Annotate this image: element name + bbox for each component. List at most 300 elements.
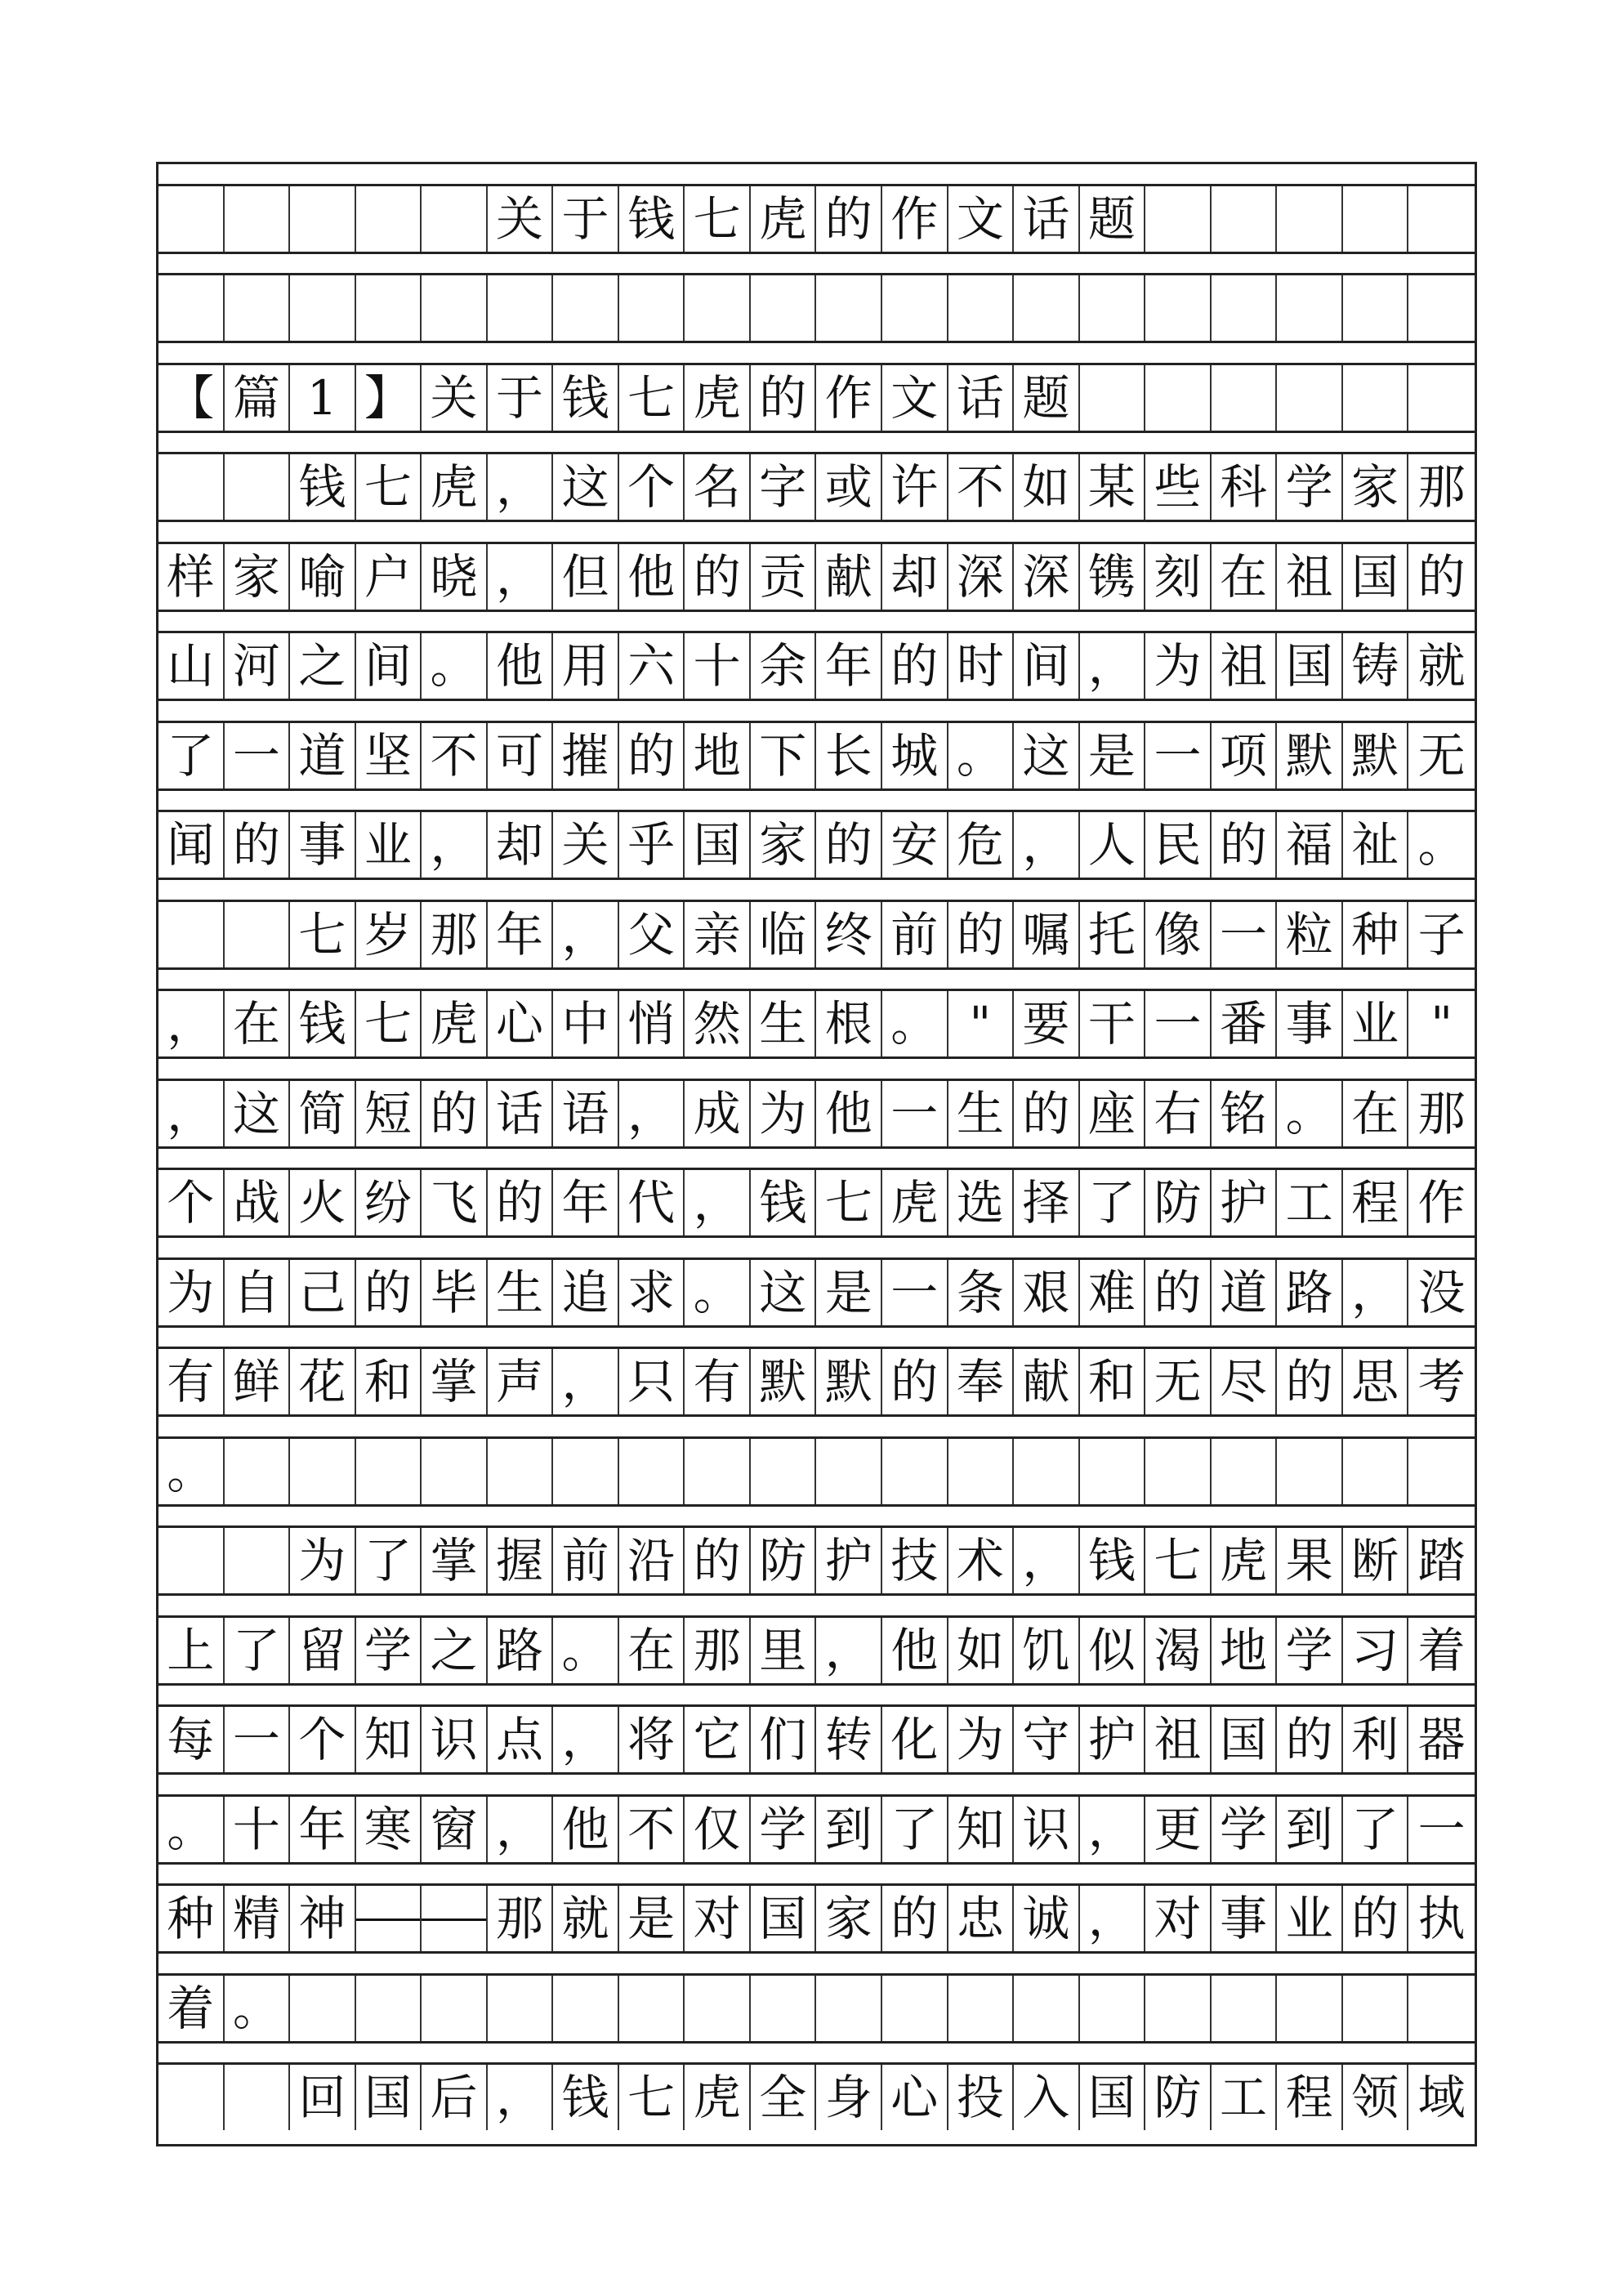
grid-cell: 回 <box>290 2065 356 2130</box>
grid-cell: 虎 <box>422 454 488 520</box>
grid-cell: 程 <box>1277 2065 1343 2130</box>
grid-cell <box>158 275 225 341</box>
grid-cell: 无 <box>1145 1349 1212 1414</box>
grid-cell <box>422 1439 488 1504</box>
grid-cell: 年 <box>553 1170 619 1235</box>
grid-cell: 学 <box>1277 1618 1343 1683</box>
grid-cell: 国 <box>685 812 751 878</box>
grid-cell: 十 <box>225 1797 291 1862</box>
grid-cell: 钱 <box>290 991 356 1056</box>
grid-cell: 国 <box>1277 633 1343 699</box>
grid-cell <box>1014 275 1080 341</box>
grid-cell: 安 <box>882 812 948 878</box>
grid-cell: ， <box>488 454 554 520</box>
grid-cell: 样 <box>158 544 225 610</box>
grid-cell <box>158 902 225 967</box>
grid-row <box>158 454 1475 520</box>
grid-cell: 握 <box>488 1528 554 1593</box>
grid-cell: 点 <box>488 1707 554 1772</box>
grid-cell: 心 <box>488 991 554 1056</box>
grid-cell <box>225 2065 291 2130</box>
dash-cell <box>422 1886 488 1951</box>
grid-cell <box>225 1528 291 1593</box>
grid-cell: 为 <box>290 1528 356 1593</box>
grid-cell: 术 <box>948 1528 1015 1593</box>
grid-cell: 一 <box>1145 723 1212 788</box>
grid-cell: 关 <box>422 365 488 431</box>
grid-cell: 业 <box>1277 1886 1343 1951</box>
grid-cell: ， <box>488 2065 554 2130</box>
grid-cell <box>1014 1976 1080 2041</box>
grid-cell <box>553 275 619 341</box>
grid-cell: 习 <box>1343 1618 1409 1683</box>
grid-cell: 可 <box>488 723 554 788</box>
grid-cell: 道 <box>1212 1260 1278 1325</box>
grid-cell: 事 <box>1277 991 1343 1056</box>
grid-cell: 后 <box>422 2065 488 2130</box>
grid-cell: 虎 <box>882 1170 948 1235</box>
grid-cell: 窗 <box>422 1797 488 1862</box>
grid-cell <box>488 1439 554 1504</box>
grid-cell: 的 <box>1343 1886 1409 1951</box>
grid-cell: 们 <box>751 1707 817 1772</box>
grid-cell: 战 <box>225 1170 291 1235</box>
grid-cell: 家 <box>1343 454 1409 520</box>
dash-line <box>422 1919 486 1921</box>
grid-cell: 家 <box>816 1886 882 1951</box>
grid-cell: 于 <box>553 186 619 252</box>
grid-cell: 祖 <box>1145 1707 1212 1772</box>
grid-cell: 饥 <box>1014 1618 1080 1683</box>
grid-cell <box>1080 1439 1146 1504</box>
grid-cell: 思 <box>1343 1349 1409 1414</box>
grid-cell: 花 <box>290 1349 356 1414</box>
grid-cell: 学 <box>751 1797 817 1862</box>
grid-cell <box>356 275 422 341</box>
grid-cell: 虎 <box>685 365 751 431</box>
grid-cell: 个 <box>290 1707 356 1772</box>
grid-cell <box>1212 1439 1278 1504</box>
grid-cell: 每 <box>158 1707 225 1772</box>
grid-cell: 只 <box>619 1349 685 1414</box>
grid-cell: 乎 <box>619 812 685 878</box>
grid-cell: 奉 <box>948 1349 1015 1414</box>
grid-cell <box>422 1976 488 2041</box>
grid-cell: 像 <box>1145 902 1212 967</box>
grid-cell: 题 <box>1080 186 1146 252</box>
grid-cell: 工 <box>1212 2065 1278 2130</box>
grid-cell: 名 <box>685 454 751 520</box>
grid-cell <box>685 1439 751 1504</box>
grid-cell: 如 <box>1014 454 1080 520</box>
grid-cell: 的 <box>751 365 817 431</box>
grid-cell: 识 <box>1014 1797 1080 1862</box>
grid-separator-band <box>158 1862 1475 1887</box>
grid-cell: 就 <box>553 1886 619 1951</box>
grid-cell <box>882 275 948 341</box>
grid-cell: 却 <box>488 812 554 878</box>
grid-cell: 钱 <box>1080 1528 1146 1593</box>
grid-row <box>158 991 1475 1056</box>
grid-row <box>158 275 1475 341</box>
grid-cell: 路 <box>1277 1260 1343 1325</box>
grid-cell: 地 <box>1212 1618 1278 1683</box>
grid-cell <box>816 1439 882 1504</box>
grid-cell: 托 <box>1080 902 1146 967</box>
grid-cell <box>158 454 225 520</box>
grid-cell: 对 <box>685 1886 751 1951</box>
grid-cell: 的 <box>685 1528 751 1593</box>
grid-cell: 寒 <box>356 1797 422 1862</box>
grid-cell <box>1277 365 1343 431</box>
grid-cell: 他 <box>882 1618 948 1683</box>
grid-cell: 然 <box>685 991 751 1056</box>
grid-cell: 不 <box>948 454 1015 520</box>
grid-cell <box>685 1976 751 2041</box>
grid-cell: 作 <box>816 365 882 431</box>
grid-cell: 刻 <box>1145 544 1212 610</box>
grid-cell: 器 <box>1417 1712 1466 1767</box>
grid-cell: 个 <box>619 454 685 520</box>
grid-cell <box>1145 365 1212 431</box>
grid-cell: 一 <box>882 1260 948 1325</box>
grid-cell: 。 <box>948 723 1015 788</box>
grid-cell: 钱 <box>619 186 685 252</box>
grid-cell: 七 <box>356 454 422 520</box>
grid-cell <box>158 186 225 252</box>
grid-cell: 转 <box>816 1707 882 1772</box>
grid-separator-band <box>158 699 1475 723</box>
grid-cell: 话 <box>1014 186 1080 252</box>
grid-cell: 默 <box>751 1349 817 1414</box>
grid-cell: 作 <box>882 186 948 252</box>
grid-cell: 嘱 <box>1014 902 1080 967</box>
grid-separator-band <box>158 252 1475 276</box>
grid-cell: 不 <box>422 723 488 788</box>
grid-cell <box>1343 365 1409 431</box>
grid-cell: 城 <box>882 723 948 788</box>
grid-cell <box>882 1976 948 2041</box>
grid-cell: 终 <box>816 902 882 967</box>
grid-cell: ， <box>422 812 488 878</box>
grid-cell: 献 <box>816 544 882 610</box>
grid-cell: 护 <box>1080 1707 1146 1772</box>
grid-cell: 的 <box>1014 1081 1080 1146</box>
grid-cell <box>1277 275 1343 341</box>
grid-cell: 在 <box>1343 1081 1409 1146</box>
grid-cell: 。 <box>158 1439 225 1504</box>
grid-cell: 神 <box>290 1886 356 1951</box>
grid-cell: 篇 <box>225 365 291 431</box>
grid-cell: 间 <box>356 633 422 699</box>
grid-cell: 福 <box>1277 812 1343 878</box>
grid-cell: 到 <box>816 1797 882 1862</box>
grid-cell: 了 <box>158 723 225 788</box>
grid-cell: 下 <box>751 723 817 788</box>
grid-cell <box>619 275 685 341</box>
grid-cell: 的 <box>882 1886 948 1951</box>
grid-cell: 了 <box>225 1618 291 1683</box>
grid-cell: 岁 <box>356 902 422 967</box>
grid-cell: 学 <box>1212 1797 1278 1862</box>
grid-separator-band <box>158 788 1475 813</box>
grid-cell: 间 <box>1014 633 1080 699</box>
grid-cell: 了 <box>1080 1170 1146 1235</box>
grid-cell: 求 <box>619 1260 685 1325</box>
grid-cell: ， <box>158 1081 225 1146</box>
grid-cell: ， <box>553 1707 619 1772</box>
grid-cell: 踏 <box>1417 1533 1466 1588</box>
grid-cell: " <box>1430 996 1453 1052</box>
grid-cell: 执 <box>1417 1891 1466 1946</box>
grid-cell: 那 <box>422 902 488 967</box>
grid-separator-band <box>158 878 1475 902</box>
grid-cell: 防 <box>1145 2065 1212 2130</box>
grid-cell <box>1343 186 1409 252</box>
grid-cell: ， <box>488 1797 554 1862</box>
grid-cell: 和 <box>356 1349 422 1414</box>
grid-cell: 领 <box>1343 2065 1409 2130</box>
grid-cell <box>290 186 356 252</box>
grid-cell: 人 <box>1080 812 1146 878</box>
grid-separator-band <box>158 1325 1475 1350</box>
grid-cell: 一 <box>882 1081 948 1146</box>
grid-cell: 护 <box>1212 1170 1278 1235</box>
grid-row <box>158 1081 1475 1146</box>
grid-cell: 种 <box>158 1886 225 1951</box>
grid-cell: 中 <box>553 991 619 1056</box>
grid-cell: 识 <box>422 1707 488 1772</box>
grid-row <box>158 1886 1475 1951</box>
grid-cell: 的 <box>1277 1349 1343 1414</box>
grid-cell: 七 <box>619 2065 685 2130</box>
grid-cell: 。 <box>422 633 488 699</box>
grid-row <box>158 1439 1475 1504</box>
grid-cell: 的 <box>685 544 751 610</box>
grid-cell: 着 <box>158 1976 225 2041</box>
grid-cell: 和 <box>1080 1349 1146 1414</box>
grid-cell: 或 <box>816 454 882 520</box>
manuscript-grid-paper <box>156 162 1477 2146</box>
grid-cell: 国 <box>356 2065 422 2130</box>
grid-cell: 就 <box>1417 638 1466 694</box>
grid-cell <box>488 1976 554 2041</box>
grid-cell: ， <box>1080 1797 1146 1862</box>
grid-cell: 七 <box>356 991 422 1056</box>
grid-cell: 一 <box>225 723 291 788</box>
grid-cell: 的 <box>488 1170 554 1235</box>
grid-cell: ， <box>619 1081 685 1146</box>
grid-cell: 化 <box>882 1707 948 1772</box>
grid-cell: 关 <box>553 812 619 878</box>
grid-cell: 但 <box>553 544 619 610</box>
grid-cell: 沿 <box>619 1528 685 1593</box>
grid-cell: 】 <box>356 365 422 431</box>
grid-cell: 生 <box>751 991 817 1056</box>
grid-separator-band <box>158 431 1475 455</box>
grid-cell: 的 <box>882 1349 948 1414</box>
grid-cell <box>1212 365 1278 431</box>
grid-cell: 铸 <box>1343 633 1409 699</box>
grid-cell <box>1408 275 1475 341</box>
grid-row <box>158 902 1475 967</box>
grid-cell: 的 <box>816 812 882 878</box>
grid-cell <box>422 275 488 341</box>
grid-cell: 危 <box>948 812 1015 878</box>
grid-cell: 知 <box>948 1797 1015 1862</box>
grid-cell: 掌 <box>422 1528 488 1593</box>
grid-cell <box>1080 1976 1146 2041</box>
grid-cell: 粒 <box>1277 902 1343 967</box>
grid-row <box>158 633 1475 699</box>
grid-cell: 十 <box>685 633 751 699</box>
grid-cell: " <box>948 991 1015 1056</box>
grid-cell: 艰 <box>1014 1260 1080 1325</box>
grid-separator-band <box>158 967 1475 992</box>
grid-row <box>158 1797 1475 1862</box>
grid-cell <box>1080 365 1146 431</box>
grid-cell <box>1145 1976 1212 2041</box>
grid-cell <box>882 1439 948 1504</box>
grid-cell: 种 <box>1343 902 1409 967</box>
grid-cell: 祖 <box>1212 633 1278 699</box>
grid-cell: 难 <box>1080 1260 1146 1325</box>
grid-cell: 简 <box>290 1081 356 1146</box>
grid-cell: 默 <box>1277 723 1343 788</box>
grid-cell: 一 <box>1145 991 1212 1056</box>
grid-cell <box>1277 186 1343 252</box>
grid-cell: ， <box>1080 633 1146 699</box>
grid-cell <box>158 1528 225 1593</box>
grid-cell <box>1408 365 1475 431</box>
grid-cell: 防 <box>751 1528 817 1593</box>
grid-cell: 他 <box>816 1081 882 1146</box>
grid-cell: 钱 <box>553 365 619 431</box>
grid-cell: 七 <box>619 365 685 431</box>
grid-cell: 在 <box>225 991 291 1056</box>
grid-cell: 虎 <box>685 2065 751 2130</box>
grid-cell: 技 <box>882 1528 948 1593</box>
grid-cell: 有 <box>685 1349 751 1414</box>
grid-separator-band <box>158 1951 1475 1976</box>
grid-cell: 路 <box>488 1618 554 1683</box>
grid-cell: 些 <box>1145 454 1212 520</box>
grid-cell: 。 <box>1277 1081 1343 1146</box>
grid-cell: 1 <box>290 365 356 431</box>
grid-cell: 题 <box>1014 365 1080 431</box>
grid-cell: 余 <box>751 633 817 699</box>
grid-cell: 关 <box>488 186 554 252</box>
grid-cell: 钱 <box>553 2065 619 2130</box>
grid-cell: 文 <box>948 186 1015 252</box>
grid-cell: 短 <box>356 1081 422 1146</box>
grid-cell: 根 <box>816 991 882 1056</box>
grid-cell: 。 <box>225 1976 291 2041</box>
grid-cell: 某 <box>1080 454 1146 520</box>
grid-cell: 那 <box>685 1618 751 1683</box>
grid-cell: 山 <box>158 633 225 699</box>
grid-cell: 这 <box>225 1081 291 1146</box>
grid-cell: 闻 <box>158 812 225 878</box>
grid-cell <box>1212 275 1278 341</box>
grid-cell <box>1408 1976 1475 2041</box>
grid-cell <box>1080 275 1146 341</box>
grid-cell: 精 <box>225 1886 291 1951</box>
grid-row <box>158 723 1475 788</box>
grid-cell: 镌 <box>1080 544 1146 610</box>
grid-cell <box>948 275 1015 341</box>
grid-cell: 年 <box>290 1797 356 1862</box>
grid-cell: 家 <box>751 812 817 878</box>
grid-cell: 己 <box>290 1260 356 1325</box>
grid-separator-band <box>158 1772 1475 1797</box>
grid-cell: 飞 <box>422 1170 488 1235</box>
grid-cell: 右 <box>1145 1081 1212 1146</box>
grid-cell: 临 <box>751 902 817 967</box>
grid-cell: 钱 <box>751 1170 817 1235</box>
grid-cell: 投 <box>948 2065 1015 2130</box>
grid-cell: 利 <box>1343 1707 1409 1772</box>
grid-cell <box>816 275 882 341</box>
grid-cell: 如 <box>948 1618 1015 1683</box>
grid-cell: 留 <box>290 1618 356 1683</box>
grid-cell: 纷 <box>356 1170 422 1235</box>
grid-cell <box>619 1439 685 1504</box>
grid-cell: 许 <box>882 454 948 520</box>
grid-cell <box>751 275 817 341</box>
grid-cell: 的 <box>1145 1260 1212 1325</box>
grid-cell: 为 <box>1145 633 1212 699</box>
grid-cell: 喻 <box>290 544 356 610</box>
grid-cell: ， <box>553 902 619 967</box>
grid-cell: 的 <box>816 186 882 252</box>
grid-cell: 悄 <box>619 991 685 1056</box>
grid-cell <box>553 1439 619 1504</box>
grid-cell: 项 <box>1212 723 1278 788</box>
grid-cell: 业 <box>356 812 422 878</box>
grid-cell: 那 <box>1417 1085 1466 1141</box>
grid-cell: 着 <box>1417 1622 1466 1678</box>
grid-cell: 深 <box>1014 544 1080 610</box>
grid-cell: 鲜 <box>225 1349 291 1414</box>
grid-cell <box>685 275 751 341</box>
grid-separator-band <box>158 1146 1475 1171</box>
grid-cell: 六 <box>619 633 685 699</box>
grid-separator-band <box>158 1683 1475 1708</box>
grid-cell: 祉 <box>1343 812 1409 878</box>
grid-cell: 虎 <box>1212 1528 1278 1593</box>
grid-cell: 亲 <box>685 902 751 967</box>
grid-cell <box>553 1976 619 2041</box>
grid-cell: 考 <box>1417 1354 1466 1409</box>
grid-cell: 坚 <box>356 723 422 788</box>
grid-cell: 是 <box>816 1260 882 1325</box>
grid-cell: 的 <box>1417 548 1466 605</box>
grid-cell: 七 <box>1145 1528 1212 1593</box>
grid-cell: 断 <box>1343 1528 1409 1593</box>
grid-cell: ， <box>685 1170 751 1235</box>
grid-cell: 。 <box>1417 817 1466 873</box>
grid-cell: 国 <box>1343 544 1409 610</box>
grid-separator-band <box>158 1235 1475 1260</box>
grid-cell: 一 <box>1417 1801 1466 1857</box>
grid-cell: 民 <box>1145 812 1212 878</box>
grid-cell: 火 <box>290 1170 356 1235</box>
grid-cell <box>356 186 422 252</box>
grid-cell: 道 <box>290 723 356 788</box>
grid-cell: 防 <box>1145 1170 1212 1235</box>
grid-cell: 业 <box>1343 991 1409 1056</box>
